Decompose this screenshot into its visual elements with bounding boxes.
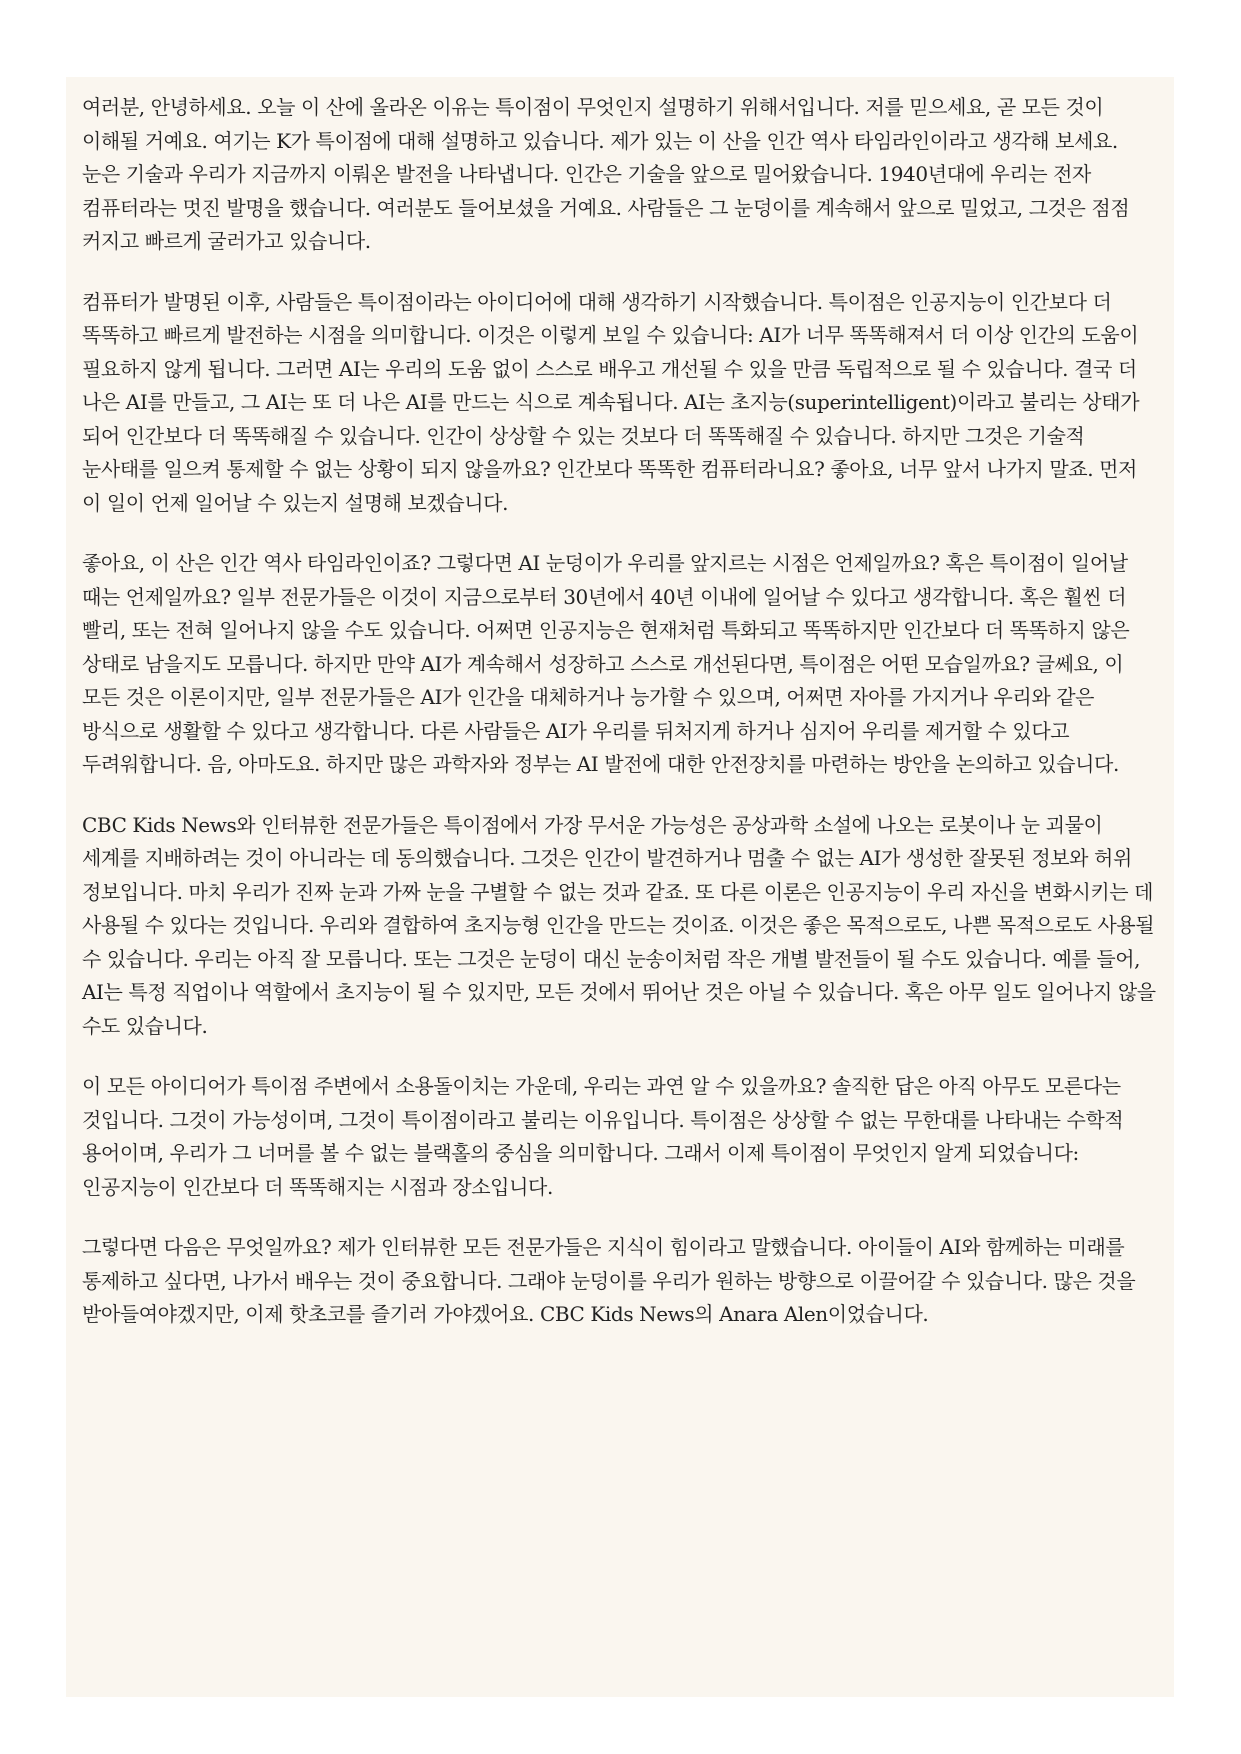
paragraph-expert-views: CBC Kids News와 인터뷰한 전문가들은 특이점에서 가장 무서운 가능성은 공상과학 소설에 나오는 로봇이나 눈 괴물이 세계를 지배하려는 것이 아니라는 데 동의했습니다. 그것은 인간이 발견하거나 멈출 수 없는 AI가 생성한 잘못된 정보와 허위 정보입니다. 마치 우리가 진짜 눈과 가짜 눈을 구별할 수 없는 것과 같죠. 또 다른 이론은 인공지능이 우리 자신을 변화시키는 데 사용될 수 있다는 것입니다. 우리와 결합하여 초지능형 인간을 만드는 것이죠. 이것은 좋은 목적으로도, 나쁜 목적으로도 사용될 수 있습니다. 우리는 아직 잘 모릅니다. 또는 그것은 눈덩이 대신 눈송이처럼 작은 개별 발전들이 될 수도 있습니다. 예를 들어, AI는 특정 직업이나 역할에서 초지능이 될 수 있지만, 모든 것에서 뛰어난 것은 아닐 수 있습니다. 혹은 아무 일도 일어나지 않을 수도 있습니다. [82, 812, 1156, 1038]
document-page [66, 77, 1174, 1697]
paragraph-timeline: 좋아요, 이 산은 인간 역사 타임라인이죠? 그렇다면 AI 눈덩이가 우리를 앞지르는 시점은 언제일까요? 혹은 특이점이 일어날 때는 언제일까요? 일부 전문가들은 이것이 지금으로부터 30년에서 40년 이내에 일어날 수 있다고 생각합니다. 혹은 훨씬 더 빨리, 또는 전혀 일어나지 않을 수도 있습니다. 어쩌면 인공지능은 현재처럼 특화되고 똑똑하지만 인간보다 더 똑똑하지 않은 상태로 남을지도 모릅니다. 하지만 만약 AI가 계속해서 성장하고 스스로 개선된다면, 특이점은 어떤 모습일까요? 글쎄요, 이 모든 것은 이론이지만, 일부 전문가들은 AI가 인간을 대체하거나 능가할 수 있으며, 어쩌면 자아를 가지거나 우리와 같은 방식으로 생활할 수 있다고 생각합니다. 다른 사람들은 AI가 우리를 뒤처지게 하거나 심지어 우리를 제거할 수 있다고 두려워합니다. 음, 아마도요. 하지만 많은 과학자와 정부는 AI 발전에 대한 안전장치를 마련하는 방안을 논의하고 있습니다. [82, 551, 1130, 776]
paragraph-conclusion: 그렇다면 다음은 무엇일까요? 제가 인터뷰한 모든 전문가들은 지식이 힘이라고 말했습니다. 아이들이 AI와 함께하는 미래를 통제하고 싶다면, 나가서 배우는 것이 중요합니다. 그래야 눈덩이를 우리가 원하는 방향으로 이끌어갈 수 있습니다. 많은 것을 받아들여야겠지만, 이제 핫초코를 즐기러 가야겠어요. CBC Kids News의 Anara Alen이었습니다. [82, 1235, 1136, 1326]
paragraph-unknown-future: 이 모든 아이디어가 특이점 주변에서 소용돌이치는 가운데, 우리는 과연 알 수 있을까요? 솔직한 답은 아직 아무도 모른다는 것입니다. 그것이 가능성이며, 그것이 특이점이라고 불리는 이유입니다. 특이점은 상상할 수 없는 무한대를 나타내는 수학적 용어이며, 우리가 그 너머를 볼 수 없는 블랙홀의 중심을 의미합니다. 그래서 이제 특이점이 무엇인지 알게 되었습니다: 인공지능이 인간보다 더 똑똑해지는 시점과 장소입니다. [82, 1074, 1124, 1199]
paragraph-intro: 여러분, 안녕하세요. 오늘 이 산에 올라온 이유는 특이점이 무엇인지 설명하기 위해서입니다. 저를 믿으세요, 곧 모든 것이 이해될 거예요. 여기는 K가 특이점에 대해 설명하고 있습니다. 제가 있는 이 산을 인간 역사 타임라인이라고 생각해 보세요. 눈은 기술과 우리가 지금까지 이뤄온 발전을 나타냅니다. 인간은 기술을 앞으로 밀어왔습니다. 1940년대에 우리는 전자 컴퓨터라는 멋진 발명을 했습니다. 여러분도 들어보셨을 거예요. 사람들은 그 눈덩이를 계속해서 앞으로 밀었고, 그것은 점점 커지고 빠르게 굴러가고 있습니다. [82, 95, 1130, 253]
paragraph-singularity-definition: 컴퓨터가 발명된 이후, 사람들은 특이점이라는 아이디어에 대해 생각하기 시작했습니다. 특이점은 인공지능이 인간보다 더 똑똑하고 빠르게 발전하는 시점을 의미합니다. 이것은 이렇게 보일 수 있습니다: AI가 너무 똑똑해져서 더 이상 인간의 도움이 필요하지 않게 됩니다. 그러면 AI는 우리의 도움 없이 스스로 배우고 개선될 수 있을 만큼 독립적으로 될 수 있습니다. 결국 더 나은 AI를 만들고, 그 AI는 또 더 나은 AI를 만드는 식으로 계속됩니다. AI는 초지능(superintelligent)이라고 불리는 상태가 되어 인간보다 더 똑똑해질 수 있습니다. 인간이 상상할 수 있는 것보다 더 똑똑해질 수 있습니다. 하지만 그것은 기술적 눈사태를 일으켜 통제할 수 없는 상황이 되지 않을까요? 인간보다 똑똑한 컴퓨터라니요? 좋아요, 너무 앞서 나가지 말죠. 먼저 이 일이 언제 일어날 수 있는지 설명해 보겠습니다. [82, 289, 1140, 515]
